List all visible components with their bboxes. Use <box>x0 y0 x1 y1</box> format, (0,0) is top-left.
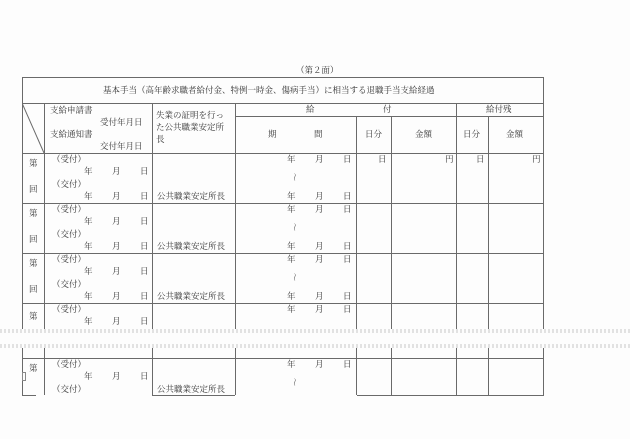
issued-label: （交付） <box>52 385 87 395</box>
issued-year[interactable]: 年 <box>84 292 93 302</box>
period-start-day[interactable]: 日 <box>343 360 352 370</box>
header-amount: 金額 <box>415 130 433 140</box>
received-month[interactable]: 月 <box>112 317 121 327</box>
period-end-day[interactable]: 日 <box>343 192 352 202</box>
dai-label: 第 <box>29 312 38 322</box>
issued-label: （交付） <box>52 230 87 240</box>
period-start-month[interactable]: 月 <box>315 255 324 265</box>
period-end-year[interactable]: 年 <box>287 192 296 202</box>
received-day[interactable]: 日 <box>140 217 149 227</box>
dai-label: 第 <box>29 259 38 269</box>
header-notice-doc: 支給通知書 <box>50 130 93 140</box>
tilde: ～ <box>288 222 299 232</box>
issued-year[interactable]: 年 <box>84 192 93 202</box>
period-end-day[interactable]: 日 <box>343 292 352 302</box>
dai-label: 第 <box>29 159 38 169</box>
header-received-date: 受付年月日 <box>100 118 143 128</box>
header-payment-left: 給 <box>306 105 315 115</box>
kai-label: 回 <box>29 235 38 245</box>
period-start-month[interactable]: 月 <box>315 155 324 165</box>
received-day[interactable]: 日 <box>140 167 149 177</box>
page-number-label: （第２面） <box>296 66 339 76</box>
header-remaining: 給付残 <box>486 105 512 115</box>
received-label: （受付） <box>52 155 87 165</box>
office-label: 公共職業安定所長 <box>157 292 226 302</box>
remaining-days-unit[interactable]: 日 <box>476 155 485 165</box>
issued-label: （交付） <box>52 180 87 190</box>
header-payment-right: 付 <box>383 105 392 115</box>
dai-label: 第 <box>29 209 38 219</box>
received-label: （受付） <box>52 360 87 370</box>
period-start-year[interactable]: 年 <box>287 255 296 265</box>
torn-gap <box>0 331 630 345</box>
header-remaining-days: 日分 <box>463 130 481 140</box>
header-period-left: 期 <box>268 130 277 140</box>
period-start-day[interactable]: 日 <box>343 255 352 265</box>
table-title: 基本手当（高年齢求職者給付金、特例一時金、傷病手当）に相当する退職手当支給経過 <box>103 86 435 96</box>
issued-label: （交付） <box>52 280 87 290</box>
period-end-year[interactable]: 年 <box>287 242 296 252</box>
issued-month[interactable]: 月 <box>112 242 121 252</box>
issued-month[interactable]: 月 <box>112 192 121 202</box>
tear-edge-bottom <box>0 344 630 348</box>
received-month[interactable]: 月 <box>112 372 121 382</box>
header-issued-date: 交付年月日 <box>100 142 143 152</box>
office-label: 公共職業安定所長 <box>157 385 226 395</box>
issued-day[interactable]: 日 <box>140 242 149 252</box>
received-year[interactable]: 年 <box>84 317 93 327</box>
period-end-month[interactable]: 月 <box>315 292 324 302</box>
received-month[interactable]: 月 <box>112 267 121 277</box>
period-start-year[interactable]: 年 <box>287 305 296 315</box>
period-start-day[interactable]: 日 <box>343 155 352 165</box>
received-month[interactable]: 月 <box>112 217 121 227</box>
period-end-month[interactable]: 月 <box>315 192 324 202</box>
header-application-doc: 支給申請書 <box>50 106 93 116</box>
header-remaining-amount: 金額 <box>506 130 524 140</box>
issued-year[interactable]: 年 <box>84 242 93 252</box>
kai-label: 回 <box>29 285 38 295</box>
tear-edge-top <box>0 329 630 333</box>
header-days: 日分 <box>365 130 383 140</box>
received-day[interactable]: 日 <box>140 372 149 382</box>
days-unit[interactable]: 日 <box>378 155 387 165</box>
issued-day[interactable]: 日 <box>140 292 149 302</box>
row-marker <box>22 372 26 381</box>
period-start-month[interactable]: 月 <box>315 305 324 315</box>
remaining-amount-yen[interactable]: 円 <box>532 155 541 165</box>
period-start-month[interactable]: 月 <box>315 205 324 215</box>
period-start-day[interactable]: 日 <box>343 205 352 215</box>
received-label: （受付） <box>52 255 87 265</box>
received-label: （受付） <box>52 305 87 315</box>
amount-yen[interactable]: 円 <box>445 155 454 165</box>
period-end-month[interactable]: 月 <box>315 242 324 252</box>
office-label: 公共職業安定所長 <box>157 242 226 252</box>
issued-day[interactable]: 日 <box>140 192 149 202</box>
received-year[interactable]: 年 <box>84 167 93 177</box>
received-year[interactable]: 年 <box>84 217 93 227</box>
period-start-day[interactable]: 日 <box>343 305 352 315</box>
received-month[interactable]: 月 <box>112 167 121 177</box>
corner-diagonal <box>22 103 45 154</box>
tilde: ～ <box>288 172 299 182</box>
office-label: 公共職業安定所長 <box>157 192 226 202</box>
received-year[interactable]: 年 <box>84 267 93 277</box>
received-day[interactable]: 日 <box>140 317 149 327</box>
period-start-year[interactable]: 年 <box>287 155 296 165</box>
kai-label: 回 <box>29 185 38 195</box>
issued-month[interactable]: 月 <box>112 292 121 302</box>
header-office-head: 失業の証明を行った公共職業安定所長 <box>156 111 225 145</box>
received-label: （受付） <box>52 205 87 215</box>
period-start-month[interactable]: 月 <box>315 360 324 370</box>
period-end-day[interactable]: 日 <box>343 242 352 252</box>
dai-label: 第 <box>29 364 38 374</box>
received-year[interactable]: 年 <box>84 372 93 382</box>
header-period-right: 間 <box>314 130 323 140</box>
period-start-year[interactable]: 年 <box>287 360 296 370</box>
tilde: ～ <box>288 272 299 282</box>
received-day[interactable]: 日 <box>140 267 149 277</box>
period-end-year[interactable]: 年 <box>287 292 296 302</box>
period-start-year[interactable]: 年 <box>287 205 296 215</box>
tilde: ～ <box>288 377 299 387</box>
